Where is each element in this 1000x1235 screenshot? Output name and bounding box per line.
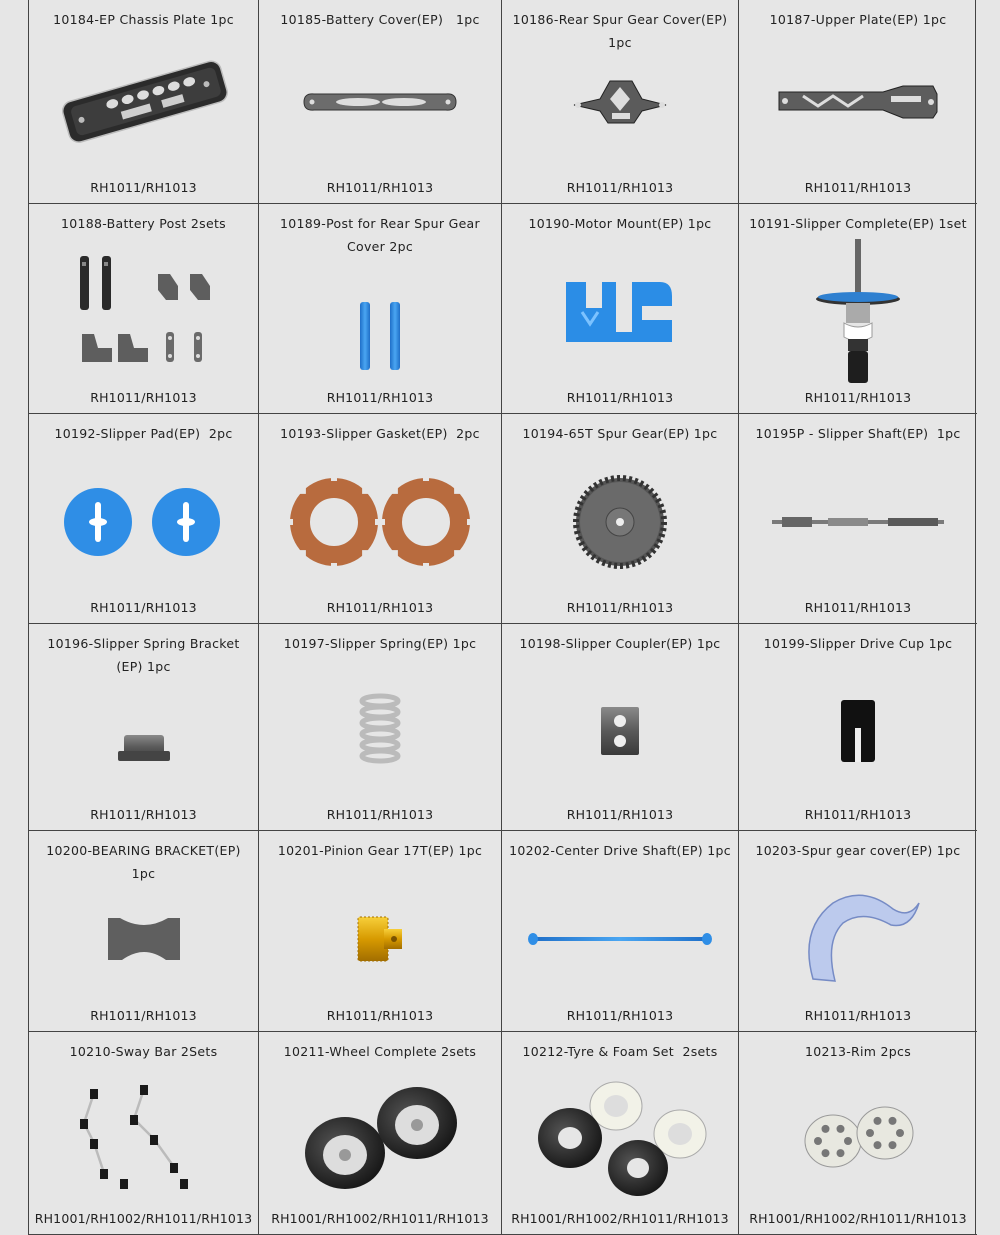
- drive-shaft-icon: [502, 879, 738, 998]
- compatible-models: RH1011/RH1013: [326, 807, 434, 822]
- compatible-models: RH1011/RH1013: [90, 180, 197, 195]
- sway-bar-icon: [29, 1074, 258, 1201]
- compatible-models: RH1011/RH1013: [804, 807, 912, 822]
- part-cell: [739, 831, 977, 1031]
- compatible-models: RH1011/RH1013: [90, 1008, 197, 1023]
- tyre-foam-icon: [502, 1074, 738, 1201]
- part-title: 10196-Slipper Spring Bracket (EP) 1pc: [47, 636, 240, 674]
- part-title: 10203-Spur gear cover(EP) 1pc: [755, 843, 961, 858]
- compatible-models: RH1011/RH1013: [326, 600, 434, 615]
- part-title: 10199-Slipper Drive Cup 1pc: [763, 636, 953, 651]
- rear-spur-gear-cover-icon: [502, 34, 738, 170]
- compatible-models: RH1011/RH1013: [90, 600, 197, 615]
- spring-bracket-icon: [29, 682, 258, 815]
- part-title: 10212-Tyre & Foam Set 2sets: [522, 1044, 718, 1059]
- part-title: 10185-Battery Cover(EP) 1pc: [280, 12, 480, 27]
- drive-cup-icon: [739, 664, 977, 797]
- compatible-models: RH1011/RH1013: [566, 807, 674, 822]
- spur-gear-cover-icon: [739, 879, 977, 998]
- wheel-complete-icon: [259, 1074, 501, 1201]
- pinion-gear-icon: [259, 879, 501, 998]
- part-cell: [739, 1032, 977, 1234]
- part-title: 10188-Battery Post 2sets: [61, 216, 226, 231]
- part-cell: [29, 831, 259, 1031]
- part-cell: [502, 831, 739, 1031]
- part-title: 10201-Pinion Gear 17T(EP) 1pc: [277, 843, 483, 858]
- part-title: 10202-Center Drive Shaft(EP) 1pc: [509, 843, 731, 858]
- part-title: 10184-EP Chassis Plate 1pc: [53, 12, 234, 27]
- part-title: 10211-Wheel Complete 2sets: [283, 1044, 477, 1059]
- part-title: 10189-Post for Rear Spur Gear Cover 2pc: [280, 216, 480, 254]
- part-title: 10200-BEARING BRACKET(EP) 1pc: [46, 843, 250, 881]
- spring-icon: [259, 664, 501, 797]
- part-cell: [259, 414, 502, 623]
- compatible-models: RH1001/RH1002/RH1011/RH1013: [749, 1211, 967, 1226]
- battery-post-icon: [29, 244, 258, 380]
- part-cell: [259, 0, 502, 203]
- compatible-models: RH1001/RH1002/RH1011/RH1013: [34, 1211, 253, 1226]
- rim-icon: [739, 1074, 977, 1201]
- parts-sheet: [28, 0, 976, 1235]
- compatible-models: RH1011/RH1013: [90, 807, 197, 822]
- part-title: 10194-65T Spur Gear(EP) 1pc: [522, 426, 718, 441]
- compatible-models: RH1011/RH1013: [566, 180, 674, 195]
- part-title: 10193-Slipper Gasket(EP) 2pc: [280, 426, 480, 441]
- part-cell: [259, 204, 502, 413]
- slipper-gasket-icon: [259, 454, 501, 590]
- part-title: 10186-Rear Spur Gear Cover(EP) 1pc: [512, 12, 732, 50]
- coupler-icon: [502, 664, 738, 797]
- part-cell: [29, 0, 259, 203]
- compatible-models: RH1011/RH1013: [804, 390, 912, 405]
- chassis-plate-icon: [29, 34, 258, 170]
- part-cell: [502, 1032, 739, 1234]
- battery-cover-icon: [259, 34, 501, 170]
- part-title: 10195P - Slipper Shaft(EP) 1pc: [755, 426, 961, 441]
- compatible-models: RH1011/RH1013: [326, 390, 434, 405]
- spur-gear-icon: [502, 454, 738, 590]
- part-cell: [259, 831, 502, 1031]
- part-title: 10210-Sway Bar 2Sets: [69, 1044, 218, 1059]
- compatible-models: RH1011/RH1013: [804, 180, 912, 195]
- part-cell: [259, 624, 502, 830]
- post-icon: [259, 262, 501, 398]
- part-title: 10197-Slipper Spring(EP) 1pc: [283, 636, 477, 651]
- part-title: 10198-Slipper Coupler(EP) 1pc: [519, 636, 721, 651]
- parts-row: [29, 204, 977, 414]
- part-cell: [502, 624, 739, 830]
- part-cell: [502, 0, 739, 203]
- part-cell: [739, 624, 977, 830]
- parts-row: [29, 624, 977, 831]
- slipper-complete-icon: [739, 244, 977, 380]
- upper-plate-icon: [739, 34, 977, 170]
- part-cell: [739, 0, 977, 203]
- part-title: 10187-Upper Plate(EP) 1pc: [769, 12, 947, 27]
- part-cell: [29, 1032, 259, 1234]
- part-cell: [29, 204, 259, 413]
- part-title: 10190-Motor Mount(EP) 1pc: [528, 216, 712, 231]
- compatible-models: RH1011/RH1013: [566, 390, 674, 405]
- part-cell: [739, 204, 977, 413]
- compatible-models: RH1011/RH1013: [566, 1008, 674, 1023]
- compatible-models: RH1001/RH1002/RH1011/RH1013: [511, 1211, 729, 1226]
- part-title: 10192-Slipper Pad(EP) 2pc: [54, 426, 233, 441]
- motor-mount-icon: [502, 244, 738, 380]
- part-cell: [259, 1032, 502, 1234]
- parts-row: [29, 831, 977, 1032]
- compatible-models: RH1011/RH1013: [326, 1008, 434, 1023]
- part-cell: [502, 204, 739, 413]
- parts-row: [29, 0, 977, 204]
- part-cell: [29, 624, 259, 830]
- bearing-bracket-icon: [29, 879, 258, 998]
- compatible-models: RH1011/RH1013: [804, 600, 912, 615]
- parts-row: [29, 414, 977, 624]
- compatible-models: RH1011/RH1013: [804, 1008, 912, 1023]
- part-cell: [739, 414, 977, 623]
- part-title: 10191-Slipper Complete(EP) 1set: [749, 216, 967, 231]
- compatible-models: RH1011/RH1013: [90, 390, 197, 405]
- compatible-models: RH1011/RH1013: [566, 600, 674, 615]
- compatible-models: RH1001/RH1002/RH1011/RH1013: [271, 1211, 489, 1226]
- compatible-models: RH1011/RH1013: [326, 180, 434, 195]
- part-cell: [29, 414, 259, 623]
- slipper-shaft-icon: [739, 454, 977, 590]
- slipper-pad-icon: [29, 454, 258, 590]
- part-title: 10213-Rim 2pcs: [804, 1044, 912, 1059]
- part-cell: [502, 414, 739, 623]
- parts-row: [29, 1032, 977, 1235]
